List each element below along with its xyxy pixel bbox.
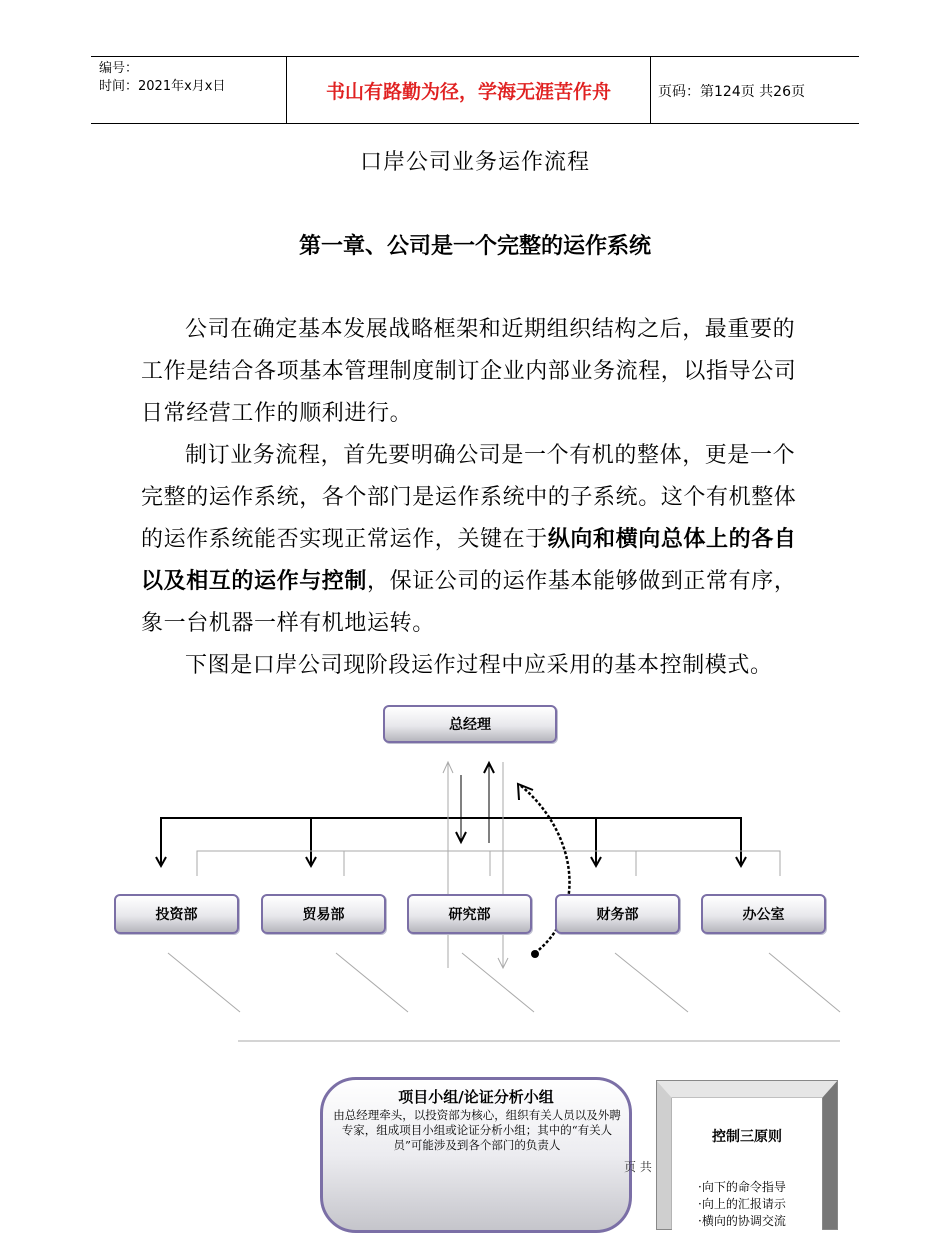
department-research-box: 研究部 — [407, 894, 532, 934]
feedback-origin-dot — [531, 950, 539, 958]
control-principles-title: 控制三原则 — [712, 1129, 782, 1145]
chapter-title: 第一章、公司是一个完整的运作系统 — [298, 234, 651, 259]
control-principles-box — [656, 1080, 838, 1230]
feedback-arrowhead — [518, 784, 533, 800]
paragraph-1: 公司在确定基本发展战略框架和近期组织结构之后，最重要的工作是结合各项基本管理制度制订企业内部业务流程，以指导公司日常经营工作的顺利进行。 — [141, 317, 797, 426]
department-office-box: 办公室 — [701, 894, 826, 934]
report-arrowhead-grey — [443, 762, 453, 773]
department-trade-box: 贸易部 — [261, 894, 386, 934]
project-group-description: 由总经理牵头，以投资部为核心，组织有关人员以及外聘专家，组成项目小组或论证分析小组；其中的“有关人员”可能涉及到各个部门的负责人 — [333, 1108, 621, 1152]
paragraph-3: 下图是口岸公司现阶段运作过程中应采用的基本控制模式。 — [185, 653, 773, 678]
principle-command-down: ·向下的命令指导 — [698, 1180, 786, 1194]
report-arrowhead-up — [484, 763, 494, 773]
diagonal-line-2 — [336, 953, 408, 1012]
coordination-bracket-line — [197, 851, 780, 876]
report-arrowhead-grey-down — [498, 958, 508, 968]
diagonal-line-3 — [462, 953, 534, 1012]
principle-coordinate-horizontal: ·横向的协调交流 — [698, 1214, 786, 1228]
arrowhead-trade — [306, 857, 316, 866]
header-page-cell — [650, 57, 859, 123]
header-info-cell — [91, 57, 286, 123]
header-motto: 书山有路勤为径，学海无涯苦作舟 — [325, 81, 611, 103]
page-header — [91, 56, 859, 124]
paragraph-2 — [141, 435, 811, 645]
header-motto-cell — [286, 57, 651, 123]
page-footer-fragment: 页 共 — [624, 1160, 652, 1174]
paragraph-2-text-a: 制订业务流程，首先要明确公司是一个有机的整体，更是一个完整的运作系统，各个部门是运作系统中的子系统。这个有机整体的运作系统能否实现正常运作，关键在于 — [141, 443, 797, 552]
department-investment-box: 投资部 — [114, 894, 239, 934]
header-code-label: 编号： — [99, 61, 139, 76]
control-principles-panel — [672, 1098, 822, 1230]
arrowhead-office — [736, 857, 746, 866]
document-title: 口岸公司业务运作流程 — [359, 150, 590, 175]
header-page-number: 页码：第124页 共26页 — [658, 84, 805, 100]
command-bracket-line — [161, 818, 741, 866]
general-manager-box: 总经理 — [383, 705, 557, 743]
command-arrowhead-down — [456, 832, 466, 842]
diagonal-line-1 — [168, 953, 240, 1012]
paragraph-2-text-b: ，保证公司的运作基本能够做到正常有序，象一台机器一样有机地运转。 — [141, 569, 797, 636]
diagonal-line-5 — [769, 953, 840, 1012]
arrowhead-finance — [591, 857, 601, 866]
diagonal-line-4 — [615, 953, 688, 1012]
department-finance-box: 财务部 — [555, 894, 680, 934]
project-group-box — [320, 1077, 632, 1233]
principle-report-up: ·向上的汇报请示 — [698, 1197, 786, 1211]
header-time-label: 时间：2021年x月x日 — [99, 79, 226, 94]
project-group-title: 项目小组/论证分析小组 — [398, 1088, 554, 1106]
arrowhead-investment — [156, 857, 166, 866]
paragraph-2-emphasis: 纵向和横向总体上的各自以及相互的运作与控制 — [141, 527, 797, 594]
